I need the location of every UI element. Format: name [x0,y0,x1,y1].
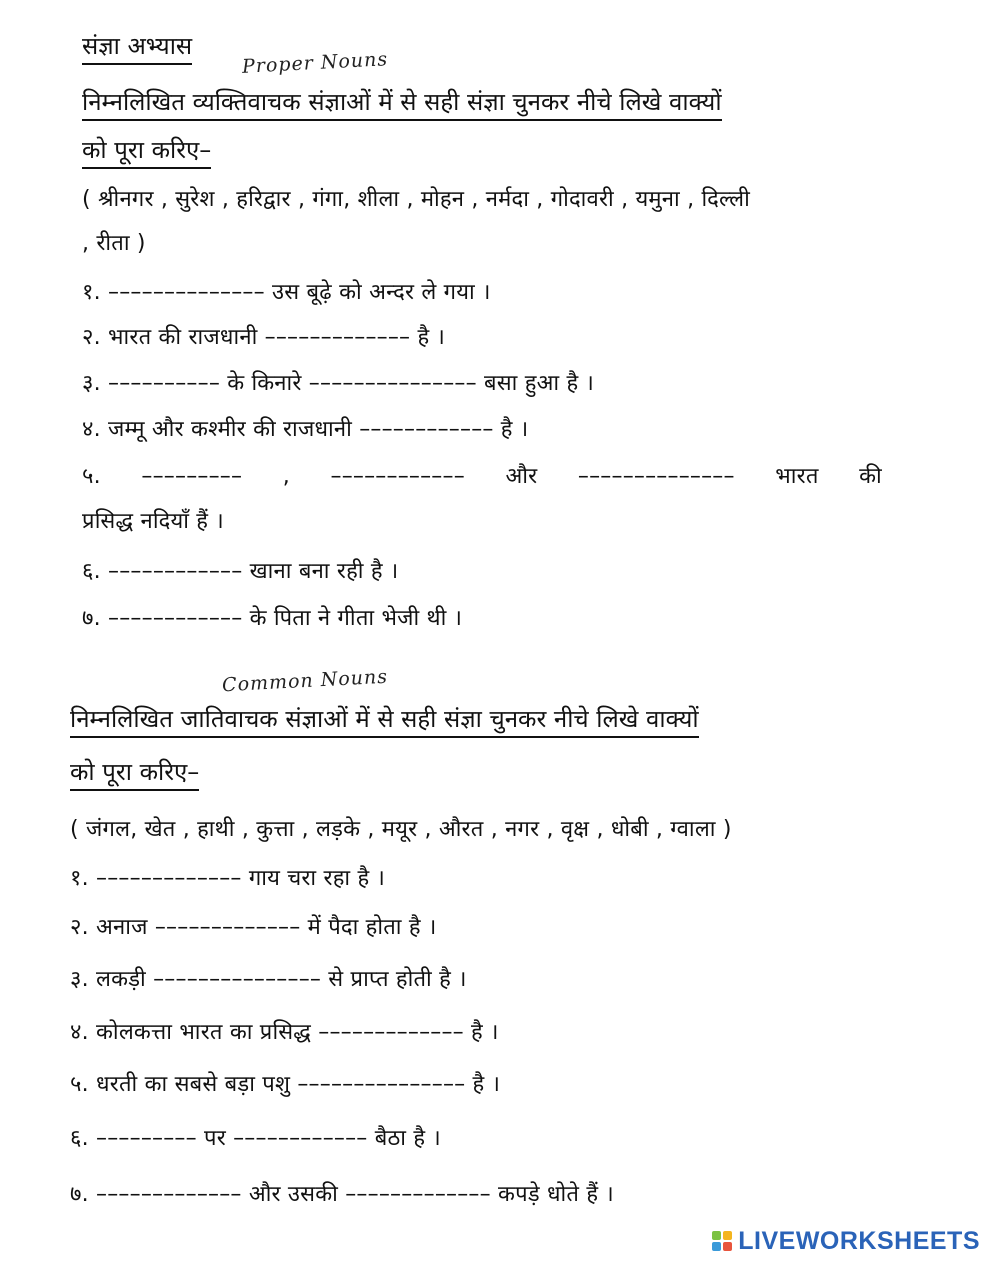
logo-square [723,1242,732,1251]
q5-comma: , [282,464,290,489]
q5-blank: –––––––––––– [330,464,465,489]
section1-heading-line1: निम्नलिखित व्यक्तिवाचक संज्ञाओं में से सही संज्ञा चुनकर नीचे लिखे वाक्यों [82,86,722,121]
q5-word: और [505,464,538,489]
section2-heading-line2: को पूरा करिए– [70,756,199,791]
section2-wordbank: ( जंगल, खेत , हाथी , कुत्ता , लड़के , मयूर , औरत , नगर , वृक्ष , धोबी , ग्वाला ) [70,817,732,842]
section1-question-4: ४. जम्मू और कश्मीर की राजधानी –––––––––––– है । [82,417,529,442]
section1-question-5-line2: प्रसिद्ध नदियाँ हैं । [82,509,224,534]
liveworksheets-logo-icon [712,1231,732,1251]
section1-question-6: ६. –––––––––––– खाना बना रही है । [82,559,399,584]
logo-square [723,1231,732,1240]
common-nouns-annotation: Common Nouns [221,665,389,697]
liveworksheets-wordmark: LIVEWORKSHEETS [738,1226,980,1255]
liveworksheets-watermark[interactable] [712,1226,980,1256]
logo-square [712,1242,721,1251]
q5-number: ५. [82,464,101,489]
q5-blank: ––––––––– [141,464,243,489]
section1-wordbank-line2: , रीता ) [82,231,146,256]
section2-question-5: ५. धरती का सबसे बड़ा पशु ––––––––––––––– है । [70,1072,501,1097]
q5-blank: –––––––––––––– [577,464,735,489]
section2-question-1: १. ––––––––––––– गाय चरा रहा है । [70,866,386,891]
worksheet-title: संज्ञा अभ्यास [82,30,192,65]
section2-question-4: ४. कोलकत्ता भारत का प्रसिद्ध ––––––––––––– है । [70,1020,499,1045]
section1-question-1: १. –––––––––––––– उस बूढ़े को अन्दर ले गया । [82,280,491,305]
section1-question-3: ३. –––––––––– के किनारे ––––––––––––––– बसा हुआ है । [82,371,595,396]
q5-word: की [859,464,882,489]
section2-question-2: २. अनाज ––––––––––––– में पैदा होता है । [70,915,437,940]
section1-question-2: २. भारत की राजधानी ––––––––––––– है । [82,325,446,350]
section1-heading-line2: को पूरा करिए– [82,134,211,169]
logo-square [712,1231,721,1240]
section2-heading-line1: निम्नलिखित जातिवाचक संज्ञाओं में से सही संज्ञा चुनकर नीचे लिखे वाक्यों [70,703,699,738]
section1-question-7: ७. –––––––––––– के पिता ने गीता भेजी थी । [82,606,463,631]
section2-question-6: ६. ––––––––– पर –––––––––––– बैठा है । [70,1126,441,1151]
section2-question-3: ३. लकड़ी ––––––––––––––– से प्राप्त होती है । [70,967,467,992]
section1-question-5 [82,462,882,492]
section1-wordbank-line1: ( श्रीनगर , सुरेश , हरिद्वार , गंगा, शीला , मोहन , नर्मदा , गोदावरी , यमुना , दिल्ली [82,187,750,212]
q5-word: भारत [775,464,819,489]
section2-question-7: ७. ––––––––––––– और उसकी ––––––––––––– कपड़े धोते हैं । [70,1182,614,1207]
proper-nouns-annotation: Proper Nouns [241,48,389,78]
